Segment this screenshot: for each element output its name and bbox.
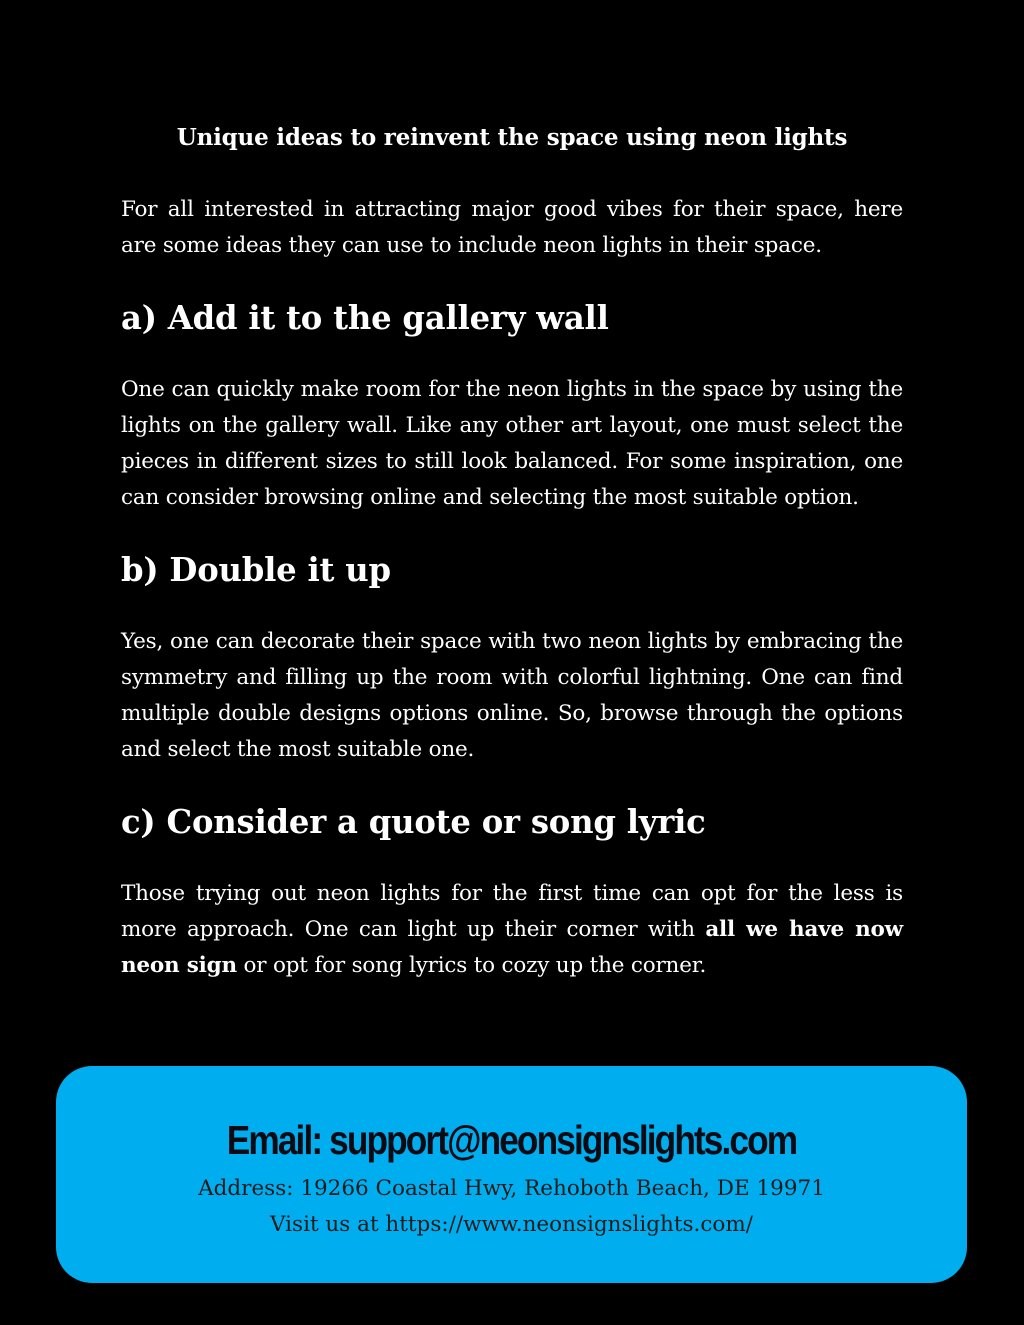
section-heading-double-it-up: b) Double it up — [121, 551, 391, 589]
body-text-after: or opt for song lyrics to cozy up the corner. — [236, 953, 707, 978]
footer-email: Email: support@neonsignslights.com — [226, 1117, 797, 1163]
article — [121, 120, 903, 1020]
section-body-quote-lyric — [121, 876, 903, 984]
footer-website: Visit us at https://www.neonsignslights.com/ — [270, 1212, 753, 1237]
section-body-gallery-wall: One can quickly make room for the neon lights in the space by using the lights on the gallery wall. Like any other art layout, one must select the pieces in different sizes to still look balanced. For some inspiration, one can consider browsing online and selecting the most suitable option. — [121, 377, 903, 510]
footer-address: Address: 19266 Coastal Hwy, Rehoboth Beach, DE 19971 — [198, 1176, 825, 1201]
neon-sign-link-text: all we have now neon sign — [121, 917, 903, 978]
section-body-double-it-up: Yes, one can decorate their space with two neon lights by embracing the symmetry and filling up the room with colorful lightning. One can find multiple double designs options online. So, browse through the options and select the most suitable one. — [121, 629, 903, 762]
section-heading-quote-lyric: c) Consider a quote or song lyric — [121, 803, 706, 841]
body-text-before: Those trying out neon lights for the first time can opt for the less is more approach. One can light up their corner with — [121, 881, 903, 942]
intro-paragraph: For all interested in attracting major good vibes for their space, here are some ideas they can use to include neon lights in their space. — [121, 197, 903, 258]
section-heading-gallery-wall: a) Add it to the gallery wall — [121, 299, 609, 337]
contact-footer — [56, 1066, 967, 1283]
page-title: Unique ideas to reinvent the space using neon lights — [176, 124, 848, 151]
